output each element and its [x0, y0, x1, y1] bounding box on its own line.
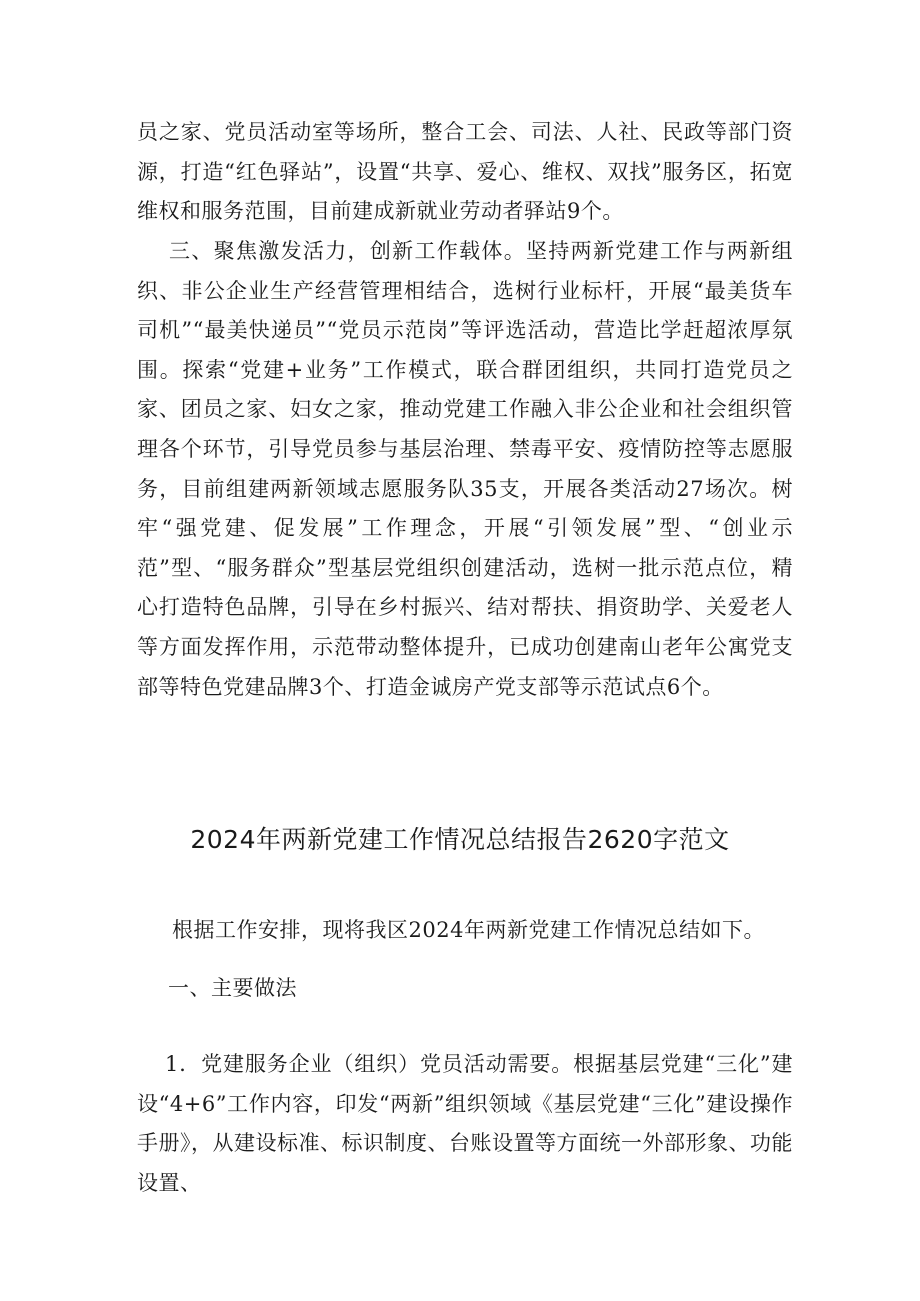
- article-intro: 根据工作安排，现将我区2024年两新党建工作情况总结如下。: [172, 918, 765, 942]
- paragraph-continuation: 员之家、党员活动室等场所，整合工会、司法、人社、民政等部门资源，打造“红色驿站”，设置“共享、爱心、维权、双找”服务区，拓宽维权和服务范围，目前建成新就业劳动者驿站9个。: [137, 120, 793, 224]
- paragraph-item-1: 1．党建服务企业（组织）党员活动需要。根据基层党建“三化”建设“4+6”工作内容，印发“两新”组织领域《基层党建“三化”建设操作手册》，从建设标准、标识制度、台账设置等方面统一外部形象、功能设置、: [137, 1052, 793, 1195]
- section-heading-1: 一、主要做法: [168, 976, 297, 1000]
- paragraph-section-3: 三、聚焦激发活力，创新工作载体。坚持两新党建工作与两新组织、非公企业生产经营管理相结合，选树行业标杆，开展“最美货车司机”“最美快递员”“党员示范岗”等评选活动，营造比学赶超浓厚氛围。探索“党建+业务”工作模式，联合群团组织，共同打造党员之家、团员之家、妇女之家，推动党建工作融入非公企业和社会组织管理各个环节，引导党员参与基层治理、禁毒平安、疫情防控等志愿服务，目前组建两新领域志愿服务队35支，开展各类活动27场次。树牢“强党建、促发展”工作理念，开展“引领发展”型、“创业示范”型、“服务群众”型基层党组织创建活动，选树一批示范点位，精心打造特色品牌，引导在乡村振兴、结对帮扶、捐资助学、关爱老人等方面发挥作用，示范带动整体提升，已成功创建南山老年公寓党支部等特色党建品牌3个、打造金诚房产党支部等示范试点6个。: [137, 239, 793, 699]
- article-title: 2024年两新党建工作情况总结报告2620字范文: [190, 825, 730, 854]
